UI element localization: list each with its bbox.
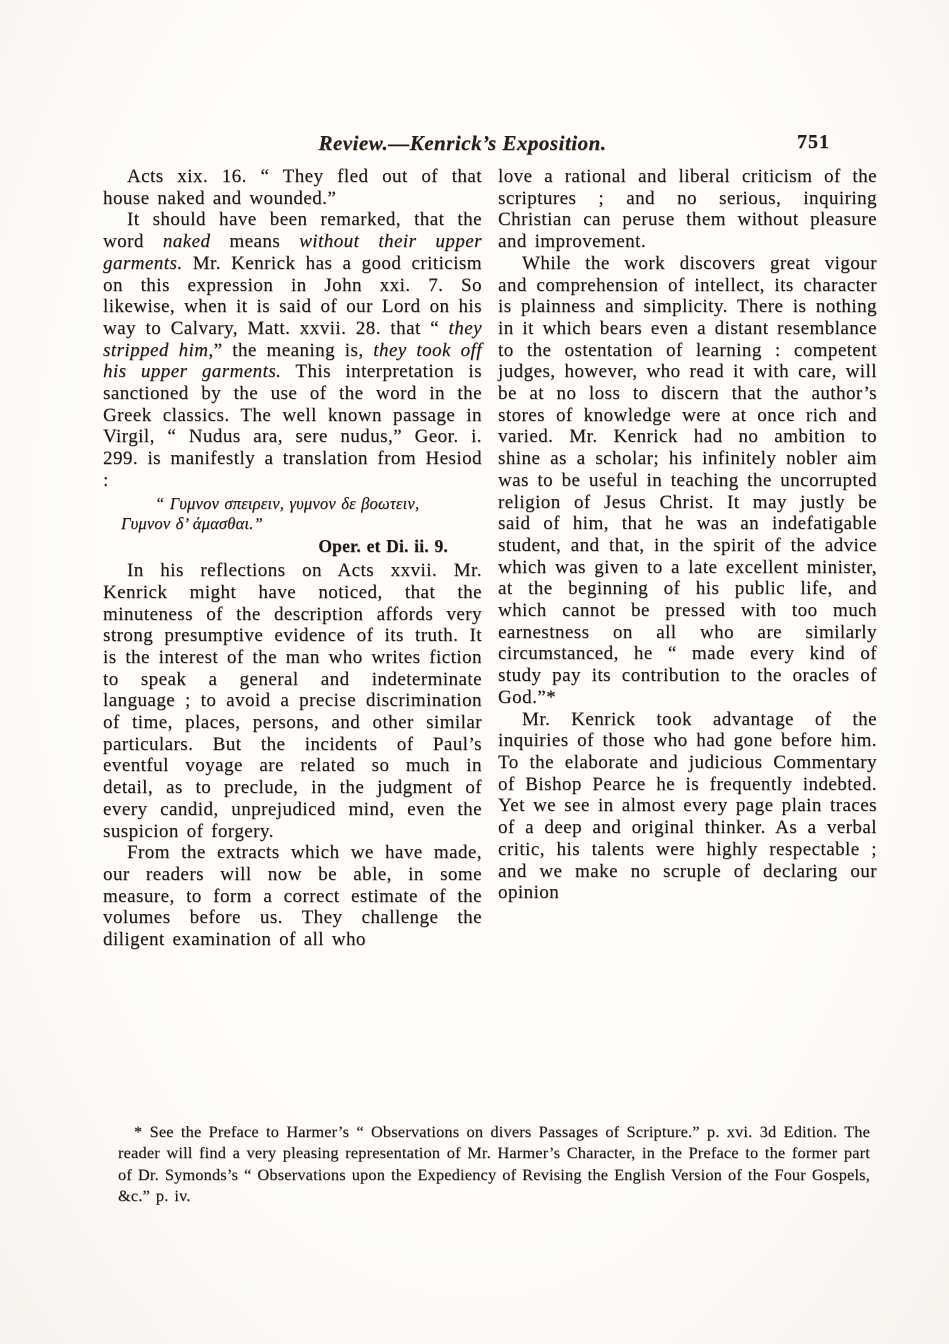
text-run: While the work discovers great vigour and comprehension of intellect, its character is plainness and simplicity. There is nothing in it which bears even a distant resemblance to the ostentation of learning : competent judges, however, who read it with care, will be at no loss to discern that the author’s stores of knowledge were at once rich and varied. Mr. Kenrick had no ambition to shine as a scholar; his infinitely nobler aim was to be useful in teaching the uncorrupted religion of Jesus Christ. It may justly be said of him, that he was an indefatigable student, and that, in the spirit of the advice which was given to a late excellent minister, at the beginning of his public life, and which cannot be pressed with too much earnestness on all who are similarly circumstanced, he “ made every kind of study pay its contribution to the oracles of God.”* [498, 252, 877, 708]
italic-text-run: naked [162, 231, 211, 253]
text-run: This interpretation is sanctioned by the use of the word in the Greek classics. The well known passage in Virgil, “ Nudus ara, sere nudus,” Geor. i. 299. is manifestly a translation from Hesiod : [103, 361, 482, 491]
paragraph [103, 560, 482, 842]
greek-quote-line: “ Γυμνον σπειρειν, γυμνον δε βοωτειν, [155, 493, 420, 513]
paragraph [103, 166, 482, 209]
paragraph [103, 842, 482, 951]
text-columns [103, 166, 877, 951]
paragraph [498, 166, 877, 253]
text-run: love a rational and liberal criticism of the scriptures ; and no serious, inquiring Christian can peruse them without pleasure and improvement. [498, 166, 877, 253]
text-run: Mr. Kenrick took advantage of the inquiries of those who had gone before him. To the elaborate and judicious Commentary of Bishop Pearce he is frequently indebted. Yet we see in almost every page plain traces of a deep and original thinker. As a verbal critic, his talents were highly respectable ; and we make no scruple of declaring our opinion [498, 708, 877, 904]
text-run: In his reflections on Acts xxvii. Mr. Kenrick might have noticed, that the minuteness of the description affords very strong presumptive evidence of its truth. It is the interest of the man who writes fiction to speak a general and indeterminate language ; to avoid a precise discrimination of time, places, persons, and other similar particulars. But the incidents of Paul’s eventful voyage are related so much in detail, as to preclude, in the judgment of every candid, unprejudiced mind, even the suspicion of forgery. [103, 560, 482, 842]
text-run: means [210, 231, 300, 253]
italic-text-run: they stripped him, [103, 317, 482, 361]
text-run: ” the meaning is, [213, 339, 374, 361]
text-run: From the extracts which we have made, our readers will now be able, in some measure, to form a correct estimate of the volumes before us. They challenge the diligent examination of all who [103, 842, 482, 951]
paragraph [103, 209, 482, 491]
paragraph [498, 253, 877, 709]
paragraph [498, 709, 877, 904]
greek-quote-line: Γυμνον δ’ άμασθαι.” [121, 514, 263, 534]
italic-text-run: without their upper garments. [103, 231, 482, 274]
page-number: 751 [797, 131, 830, 153]
text-run: * See the Preface to Harmer’s “ Observations on divers Passages of Scripture.” p. xvi. 3d Edition. The reader will find a very pleasing representation of Mr. Harmer’s Character, in the Preface to the former part of Dr. Symonds’s “ Observations upon the Expediency of Revising the English Version of the Four Gospels, &c.” p. iv. [118, 1122, 870, 1206]
text-run: Mr. Kenrick has a good criticism on this expression in John xxi. 7. So likewise, when it is said of our Lord on his way to Calvary, Matt. xxvii. 28. that “ [103, 252, 482, 339]
footnote [118, 1121, 870, 1207]
text-run: It should have been remarked, that the word [103, 209, 482, 253]
greek-quote [121, 494, 482, 559]
text-run: Acts xix. 16. “ They fled out of that house naked and wounded.” [103, 166, 482, 209]
italic-text-run: they took off his upper garments. [103, 339, 482, 383]
left-column [103, 166, 482, 951]
running-head-title: Review.—Kenrick’s Exposition. [318, 131, 607, 155]
right-column [498, 166, 877, 951]
paragraph [118, 1121, 870, 1207]
quote-attribution: Oper. et Di. ii. 9. [318, 536, 448, 557]
